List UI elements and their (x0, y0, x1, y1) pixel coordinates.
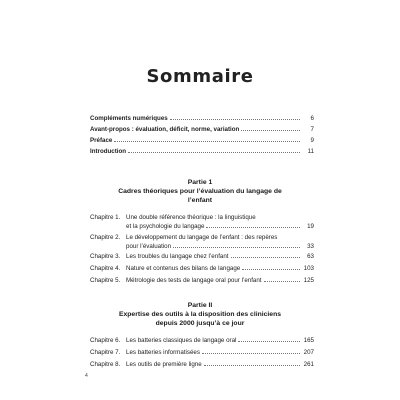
leader-dots (241, 125, 300, 131)
leader-dots (238, 336, 300, 342)
toc-page-number: 11 (307, 148, 314, 155)
chapter-title: Les outils de première ligne (126, 361, 202, 368)
toc-page-number: 7 (310, 126, 314, 133)
chapter-title: Les batteries informatisées (126, 349, 200, 356)
chapter-label: Chapitre 8. (90, 361, 121, 368)
toc-entry-avant-propos[interactable] (90, 125, 314, 134)
toc-page-number: 261 (303, 361, 314, 368)
chapter-label: Chapitre 6. (90, 337, 121, 344)
part-number: Partie II (187, 302, 213, 309)
chapter-title: Métrologie des tests de langage oral pour l’enfant (126, 277, 262, 284)
chapter-label: Chapitre 5. (90, 277, 121, 284)
leader-dots (114, 136, 300, 142)
leader-dots (206, 222, 300, 228)
toc-entry-text: Avant-propos : évaluation, déficit, norme, variation (90, 126, 240, 133)
leader-dots (204, 360, 300, 366)
toc-entry-text: Préface (90, 137, 113, 144)
toc-page-number: 103 (303, 265, 314, 272)
part-1-heading (0, 178, 400, 205)
folio-page-number: 4 (85, 373, 88, 379)
chapter-label: Chapitre 3. (90, 253, 121, 260)
page-title: Sommaire (146, 66, 254, 87)
toc-page-number: 33 (307, 242, 314, 250)
part-title: Expertise des outils à la disposition des cliniciens depuis 2000 jusqu’à ce jour (118, 311, 282, 327)
leader-dots (242, 264, 300, 270)
chapter-title: Les troubles du langage chez l’enfant (126, 253, 229, 260)
toc-entry-chapitre-5[interactable] (90, 276, 314, 285)
toc-entry-text: Introduction (90, 148, 127, 155)
toc-page-number: 63 (307, 253, 314, 260)
chapter-title-line1: Une double référence théorique : la linguistique (126, 214, 256, 221)
leader-dots (264, 276, 300, 282)
chapter-label: Chapitre 4. (90, 265, 121, 272)
toc-entry-chapitre-3[interactable] (90, 252, 314, 261)
toc-entry-introduction[interactable] (90, 147, 314, 156)
part-title: Cadres théoriques pour l’évaluation du langage de l’enfant (118, 188, 282, 204)
toc-entry-chapitre-4[interactable] (90, 264, 314, 273)
toc-page-number: 125 (303, 277, 314, 284)
toc-page-number: 165 (303, 337, 314, 344)
toc-entry-complements[interactable] (90, 114, 314, 123)
chapter-label: Chapitre 7. (90, 349, 121, 356)
chapter-title: Les batteries classiques de langage oral (126, 337, 237, 344)
chapter-title-line2: pour l’évaluation (126, 242, 172, 250)
toc-entry-chapitre-8[interactable] (90, 360, 314, 369)
toc-entry-chapitre-2[interactable] (90, 234, 314, 250)
toc-page-number: 6 (310, 115, 314, 122)
chapter-label: Chapitre 2. (90, 234, 121, 241)
chapter-label: Chapitre 1. (90, 214, 121, 221)
toc-entry-text: Compléments numériques (90, 115, 168, 122)
chapter-title-line2: et la psychologie du langage (126, 222, 205, 230)
toc-page-number: 9 (310, 137, 314, 144)
toc-entry-chapitre-6[interactable] (90, 336, 314, 345)
leader-dots (202, 348, 300, 354)
leader-dots (170, 114, 300, 120)
toc-entry-chapitre-7[interactable] (90, 348, 314, 357)
toc-entry-preface[interactable] (90, 136, 314, 145)
chapter-title-line1: Le développement du langage de l’enfant : des repères (126, 234, 278, 241)
part-number: Partie 1 (187, 179, 213, 186)
leader-dots (128, 147, 300, 153)
leader-dots (173, 242, 300, 248)
leader-dots (231, 252, 300, 258)
toc-entry-chapitre-1[interactable] (90, 214, 314, 230)
chapter-title: Nature et contenus des bilans de langage (126, 265, 241, 272)
toc-page-number: 207 (303, 349, 314, 356)
toc-page-number: 19 (307, 222, 314, 230)
part-2-heading (0, 301, 400, 328)
